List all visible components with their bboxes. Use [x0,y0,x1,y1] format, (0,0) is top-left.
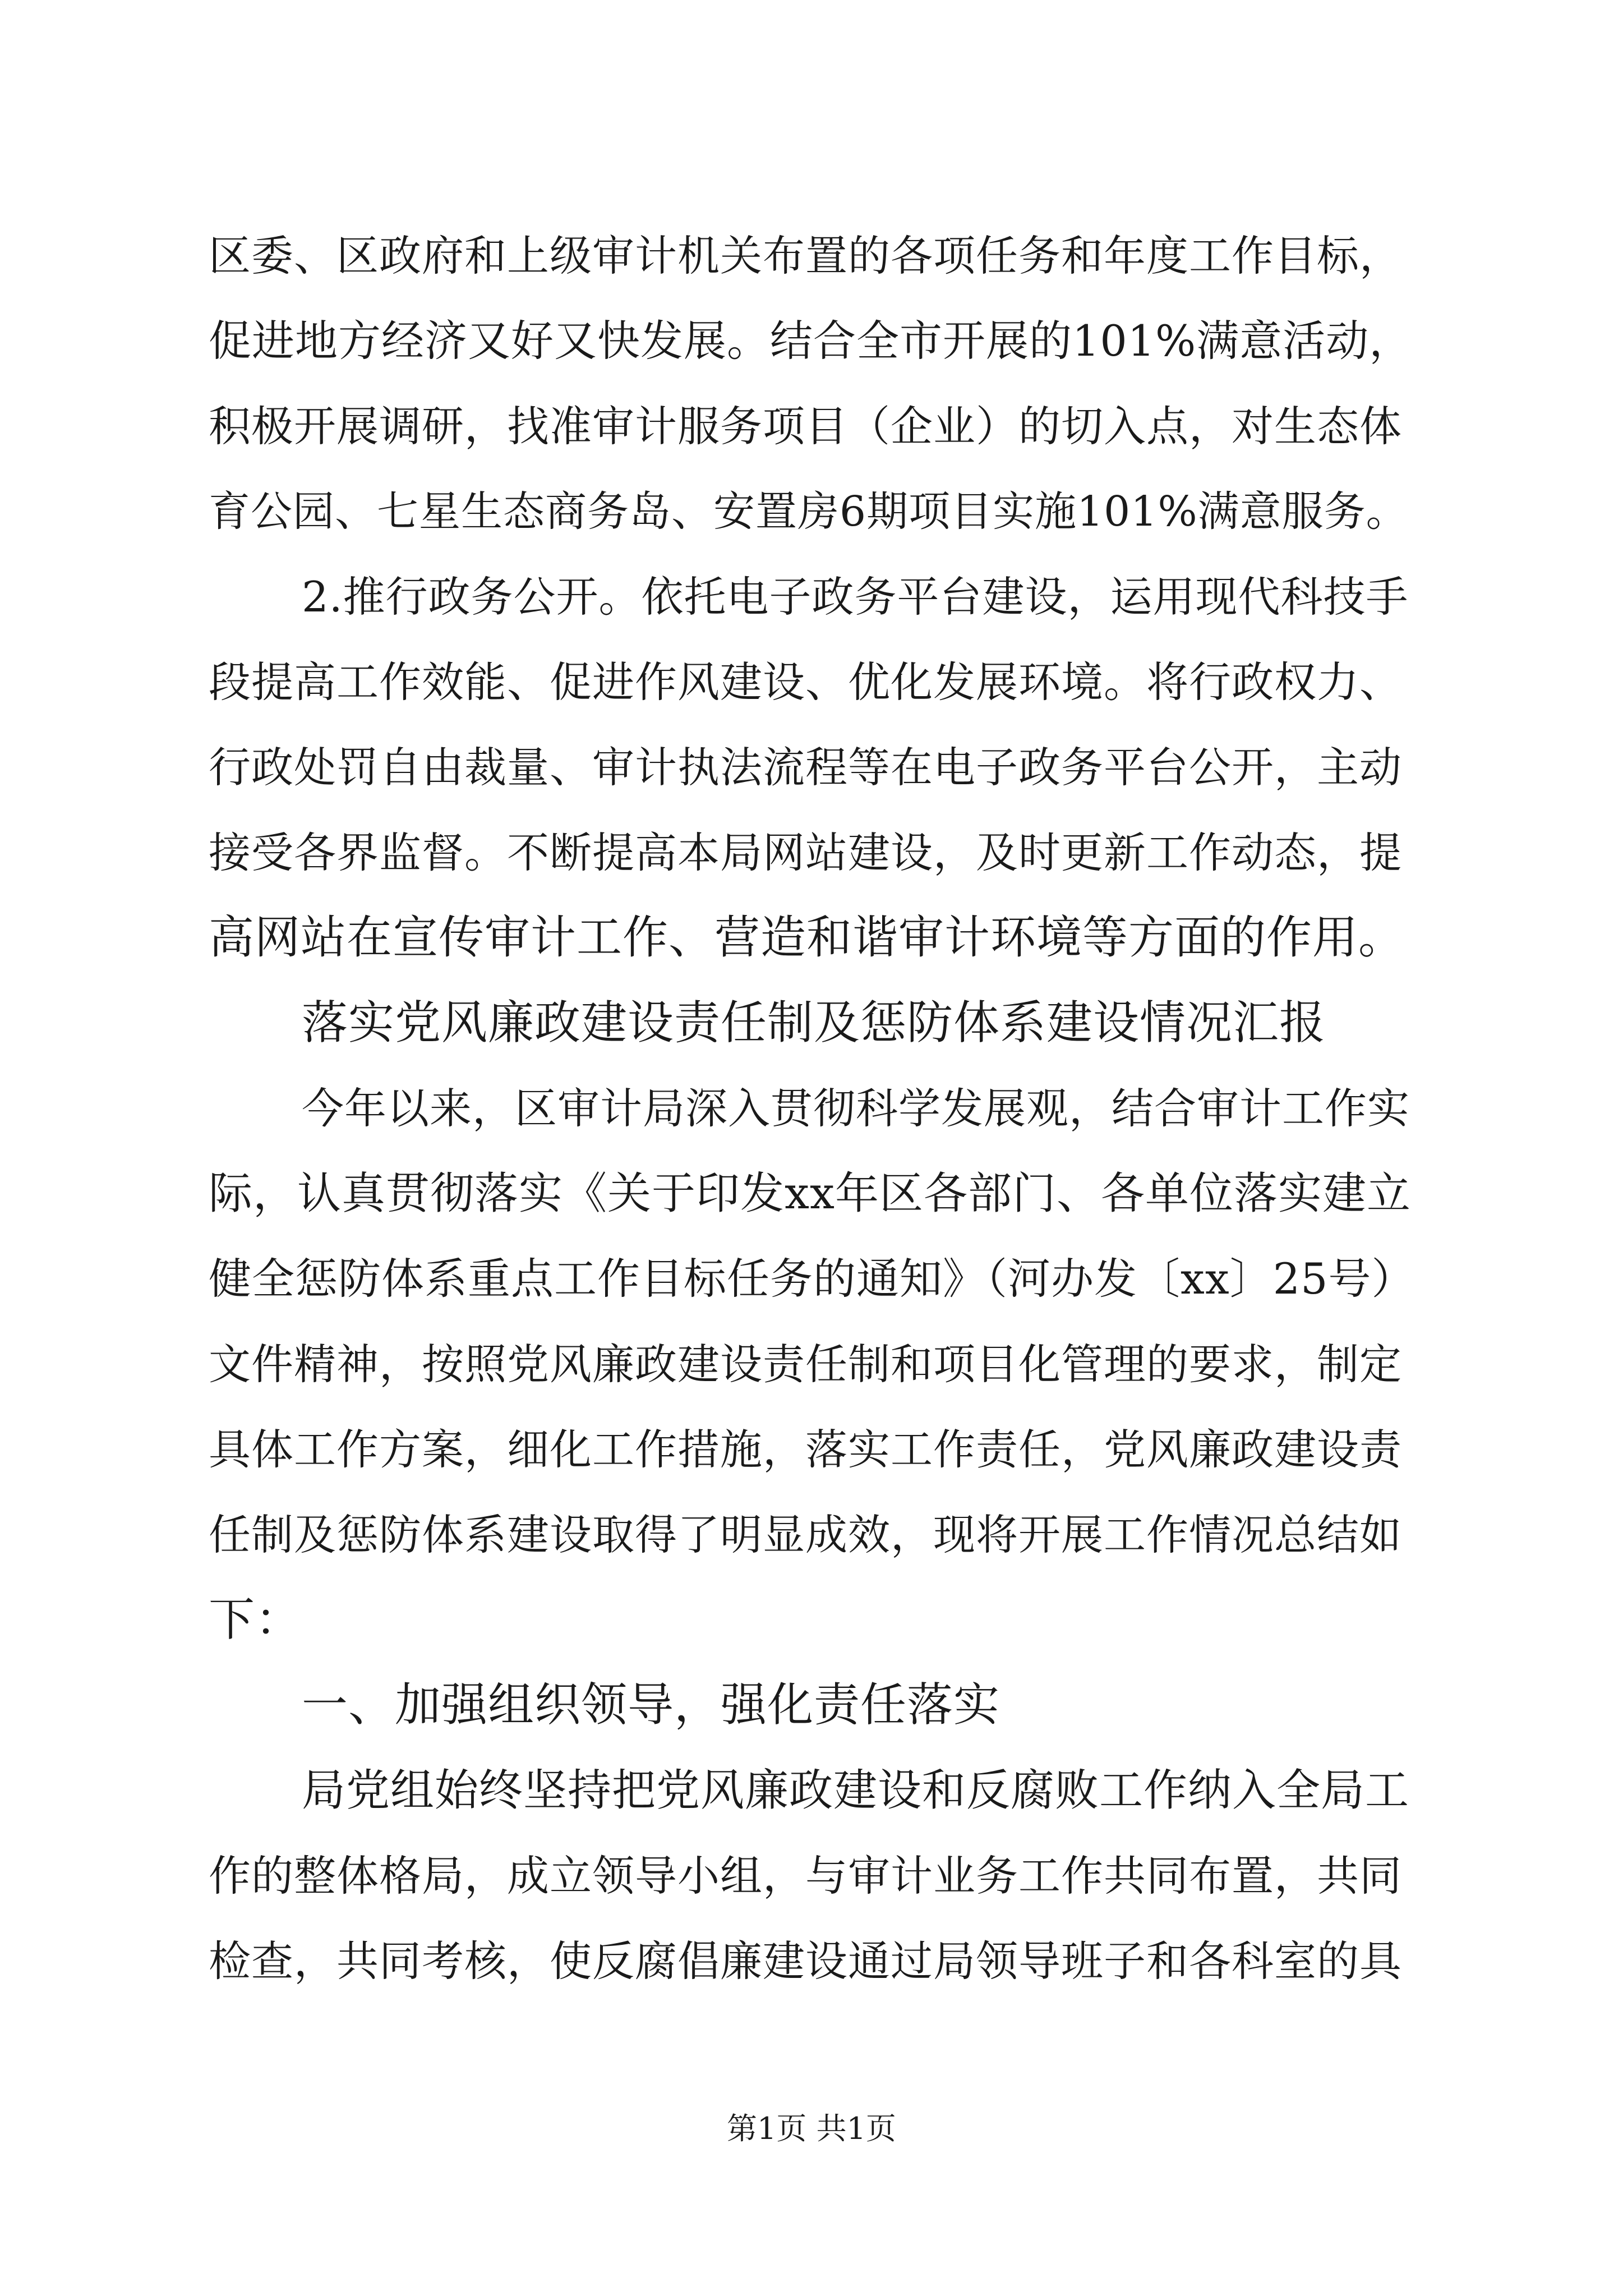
text-line: 行政处罚自由裁量、审计执法流程等在电子政务平台公开，主动 [209,743,1403,792]
page-footer: 第1页 共1页 [727,2111,896,2146]
text-line: 促进地方经济又好又快发展。结合全市开展的101%满意活动， [209,316,1413,366]
section-heading: 一、加强组织领导，强化责任落实 [302,1678,1000,1732]
text-line: 高网站在宣传审计工作、营造和谐审计环境等方面的作用。 [209,912,1405,964]
text-line: 段提高工作效能、促进作风建设、优化发展环境。将行政权力、 [209,657,1403,707]
text-line: 具体工作方案，细化工作措施，落实工作责任，党风廉政建设责 [209,1425,1403,1474]
document-body [209,213,1414,2004]
text-line: 接受各界监督。不断提高本局网站建设，及时更新工作动态，提 [209,828,1403,877]
text-line: 际，认真贯彻落实《关于印发xx年区各部门、各单位落实建立 [209,1168,1411,1219]
text-line: 积极开展调研，找准审计服务项目（企业）的切入点，对生态体 [209,402,1403,451]
text-line: 局党组始终坚持把党风廉政建设和反腐败工作纳入全局工 [302,1765,1410,1816]
text-line: 文件精神，按照党风廉政建设责任制和项目化管理的要求，制定 [209,1340,1403,1389]
text-line: 作的整体格局，成立领导小组，与审计业务工作共同布置，共同 [209,1851,1403,1901]
text-line: 区委、区政府和上级审计机关布置的各项任务和年度工作目标， [209,231,1403,280]
text-line: 健全惩防体系重点工作目标任务的通知》（河办发〔xx〕25号） [209,1254,1415,1304]
text-line: 下： [209,1593,302,1646]
text-line: 今年以来，区审计局深入贯彻科学发展观，结合审计工作实 [302,1084,1410,1133]
text-line: 检查，共同考核，使反腐倡廉建设通过局领导班子和各科室的具 [209,1936,1403,1986]
text-line: 育公园、七星生态商务岛、安置房6期项目实施101%满意服务。 [209,487,1408,536]
text-line: 2.推行政务公开。依托电子政务平台建设，运用现代科技手 [302,572,1409,622]
text-line: 任制及惩防体系建设取得了明显成效，现将开展工作情况总结如 [209,1510,1403,1559]
section-title: 落实党风廉政建设责任制及惩防体系建设情况汇报 [302,996,1326,1050]
